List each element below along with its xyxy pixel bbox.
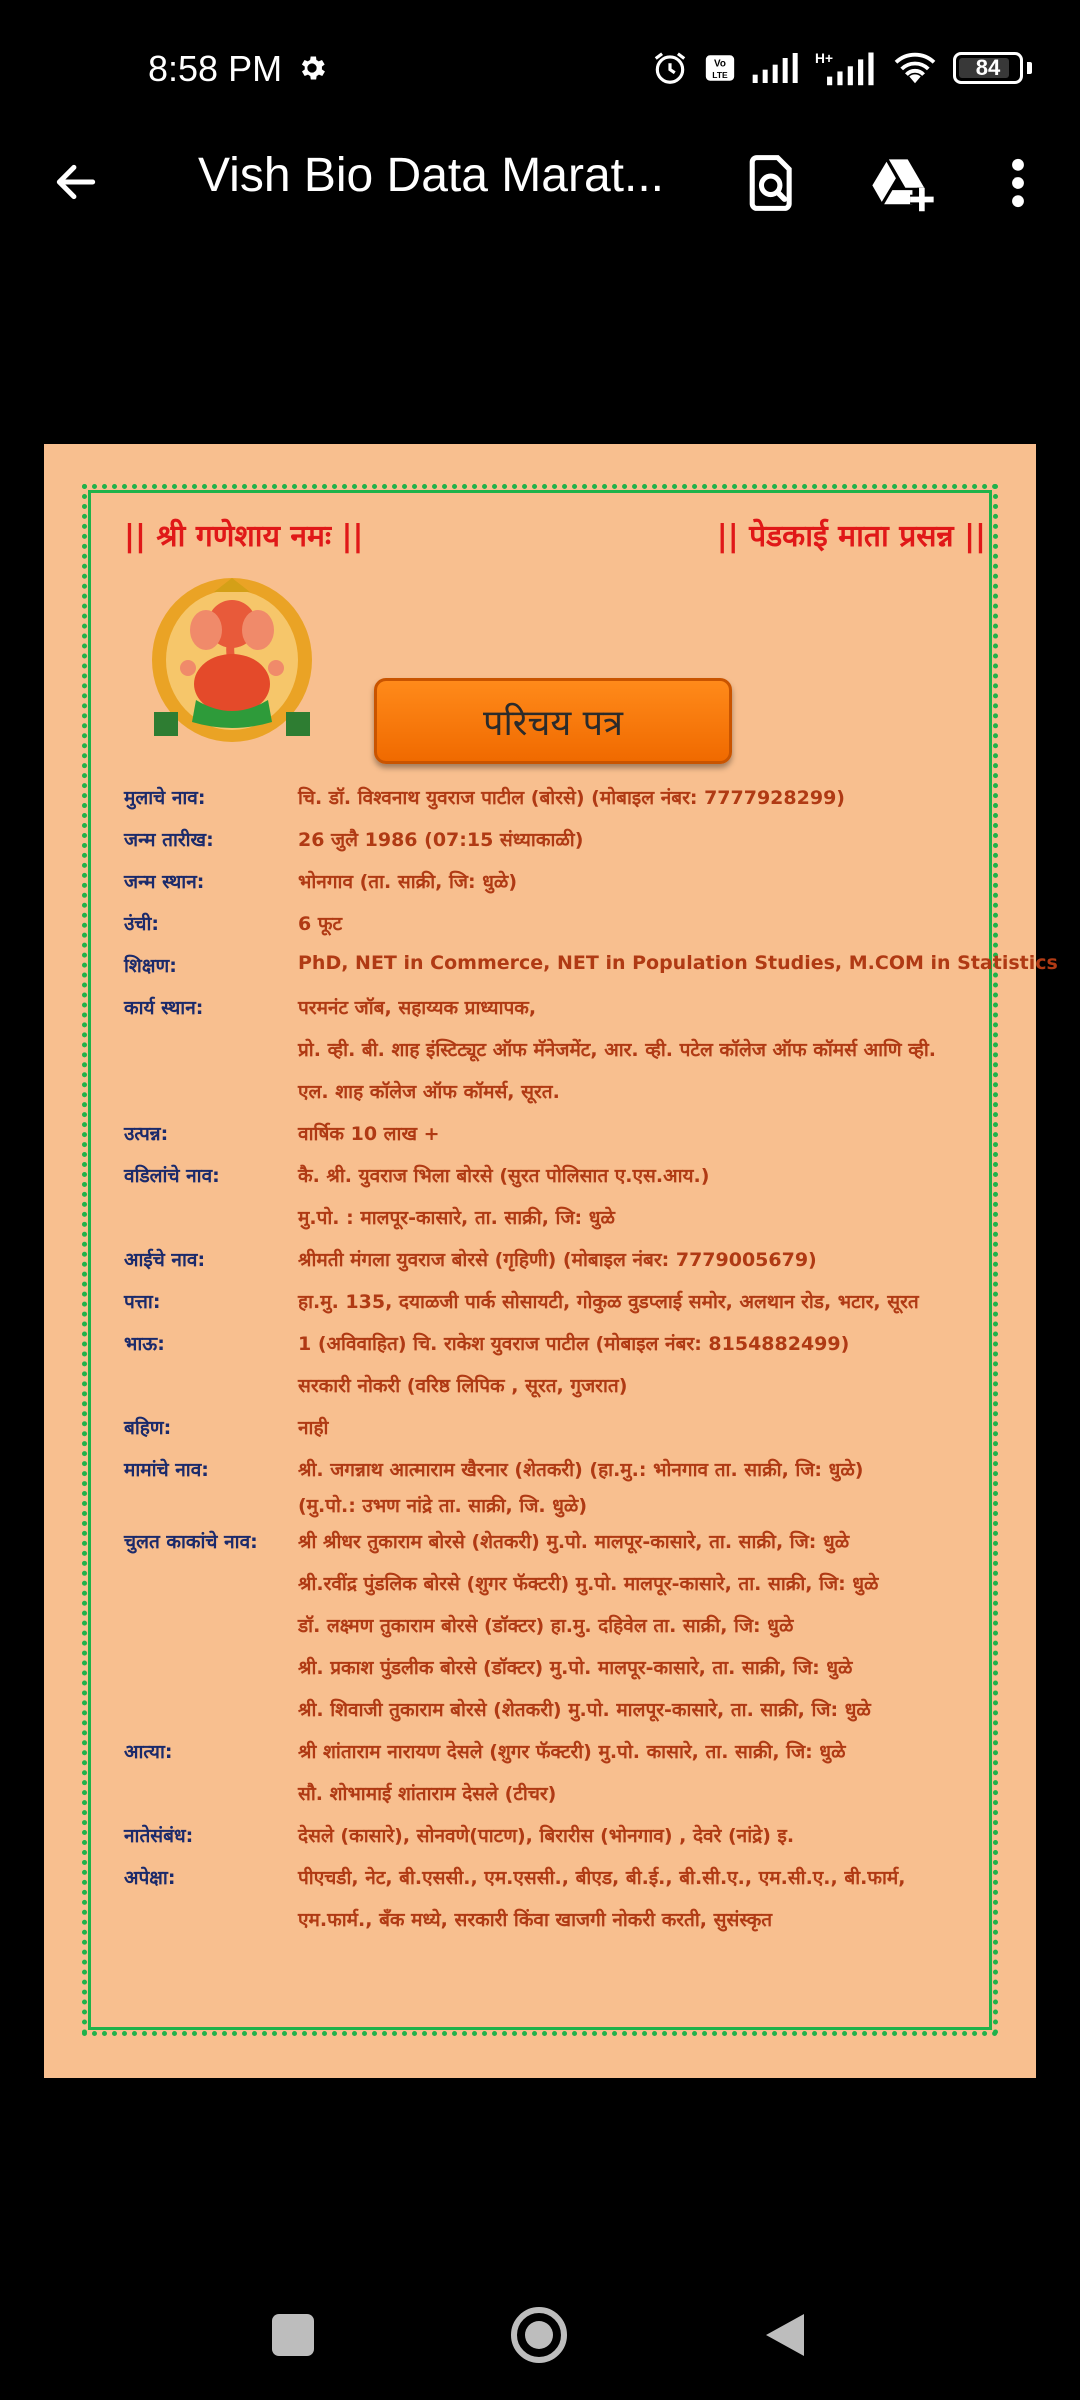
biodata-label: चुलत काकांचे नाव: <box>124 1531 258 1553</box>
biodata-value: देसले (कासारे), सोनवणे(पाटण), बिरारीस (भोनगाव) , देवरे (नांद्रे) इ. <box>298 1825 795 1847</box>
biodata-value: पीएचडी, नेट, बी.एससी., एम.एससी., बीएड, बी.ई., बी.सी.ए., एम.सी.ए., बी.फार्म, <box>298 1867 906 1889</box>
biodata-value: हा.मु. 135, दयाळजी पार्क सोसायटी, गोकुळ वुडप्लाई समोर, अलथान रोड, भटार, सूरत <box>298 1291 919 1313</box>
biodata-value: श्री. शिवाजी तुकाराम बोरसे (शेतकरी) मु.पो. मालपूर-कासारे, ता. साक्री, जि: धुळे <box>298 1699 871 1721</box>
signal-icon <box>751 51 801 85</box>
alarm-icon <box>651 49 689 87</box>
back-arrow-icon <box>51 157 101 207</box>
biodata-value: PhD, NET in Commerce, NET in Population Studies, M.COM in Statistics <box>298 952 1058 974</box>
biodata-value: श्रीमती मंगला युवराज बोरसे (गृहिणी) (मोबाइल नंबर: 7779005679) <box>298 1249 817 1271</box>
biodata-value: परमनंट जॉब, सहाय्यक प्राध्यापक, <box>298 997 537 1019</box>
back-nav-button[interactable] <box>762 2310 808 2360</box>
status-bar <box>0 0 1080 140</box>
more-vert-icon <box>1010 158 1026 208</box>
biodata-label: आत्या: <box>124 1741 173 1763</box>
battery-tip <box>1027 62 1032 74</box>
biodata-value: सौ. शोभामाई शांताराम देसले (टीचर) <box>298 1783 557 1805</box>
biodata-value: श्री श्रीधर तुकाराम बोरसे (शेतकरी) मु.पो. मालपूर-कासारे, ता. साक्री, जि: धुळे <box>298 1531 850 1553</box>
battery-icon <box>953 52 1023 84</box>
biodata-value: नाही <box>298 1417 329 1439</box>
biodata-value: श्री. प्रकाश पुंडलीक बोरसे (डॉक्टर) मु.पो. मालपूर-कासारे, ता. साक्री, जि: धुळे <box>298 1657 853 1679</box>
biodata-label: मामांचे नाव: <box>124 1459 209 1481</box>
svg-text:LTE: LTE <box>712 69 728 80</box>
home-button[interactable] <box>510 2306 568 2364</box>
biodata-value: 26 जुलै 1986 (07:15 संध्याकाळी) <box>298 829 584 851</box>
more-options-button[interactable] <box>990 150 1046 216</box>
biodata-label: मुलाचे नाव: <box>124 787 206 809</box>
volte-icon <box>703 51 737 85</box>
biodata-value: 1 (अविवाहित) चि. राकेश युवराज पाटील (मोबाइल नंबर: 8154882499) <box>298 1333 850 1355</box>
biodata-label: भाऊ: <box>124 1333 165 1355</box>
biodata-value: एम.फार्म., बँक मध्ये, सरकारी किंवा खाजगी नोकरी करती, सुसंस्कृत <box>298 1909 773 1931</box>
biodata-label: वडिलांचे नाव: <box>124 1165 220 1187</box>
biodata-value: एल. शाह कॉलेज ऑफ कॉमर्स, सूरत. <box>298 1081 560 1103</box>
biodata-label: पत्ता: <box>124 1291 161 1313</box>
biodata-label: जन्म तारीख: <box>124 829 214 851</box>
svg-text:H+: H+ <box>815 50 833 66</box>
biodata-label: शिक्षण: <box>124 955 177 977</box>
back-button[interactable] <box>44 150 108 214</box>
biodata-label: आईचे नाव: <box>124 1249 206 1271</box>
status-icons <box>651 48 1032 88</box>
biodata-label: उंची: <box>124 913 159 935</box>
biodata-value: सरकारी नोकरी (वरिष्ठ लिपिक , सूरत, गुजरात) <box>298 1375 628 1397</box>
biodata-value: प्रो. व्ही. बी. शाह इंस्टिट्यूट ऑफ मॅनेजमेंट, आर. व्ही. पटेल कॉलेज ऑफ कॉमर्स आणि व्ही. <box>298 1039 936 1061</box>
wifi-icon <box>891 49 939 87</box>
biodata-label: बहिण: <box>124 1417 172 1439</box>
biodata-value: चि. डॉ. विश्वनाथ युवराज पाटील (बोरसे) (मोबाइल नंबर: 7777928299) <box>298 787 845 809</box>
document-title: Vish Bio Data Marat... <box>198 149 664 202</box>
search-document-icon <box>745 153 801 213</box>
biodata-value: डॉ. लक्ष्मण तुकाराम बोरसे (डॉक्टर) हा.मु. दहिवेल ता. साक्री, जि: धुळे <box>298 1615 794 1637</box>
biodata-label: अपेक्षा: <box>124 1867 176 1889</box>
intro-title-button: परिचय पत्र <box>374 678 732 764</box>
biodata-value: (मु.पो.: उभण नांद्रे ता. साक्री, जि. धुळे) <box>298 1495 588 1517</box>
mantra-pedkai: || पेडकाई माता प्रसन्न || <box>716 519 986 554</box>
biodata-label: नातेसंबंध: <box>124 1825 194 1847</box>
biodata-value: श्री.रवींद्र पुंडलिक बोरसे (शुगर फॅक्टरी) मु.पो. मालपूर-कासारे, ता. साक्री, जि: धुळे <box>298 1573 879 1595</box>
biodata-value: 6 फूट <box>298 913 343 935</box>
mantra-ganesh: || श्री गणेशाय नमः || <box>124 519 364 554</box>
battery-level: 84 <box>975 55 1001 80</box>
svg-text:Vo: Vo <box>714 58 726 70</box>
biodata-value: वार्षिक 10 लाख + <box>298 1123 440 1145</box>
biodata-value: श्री. जगन्नाथ आत्माराम खैरनार (शेतकरी) (हा.मु.: भोनगाव ता. साक्री, जि: धुळे) <box>298 1459 864 1481</box>
biodata-label: उत्पन्न: <box>124 1123 169 1145</box>
biodata-value: भोनगाव (ता. साक्री, जि: धुळे) <box>298 871 518 893</box>
search-document-button[interactable] <box>740 150 806 216</box>
add-to-drive-button[interactable] <box>866 146 940 220</box>
status-time: 8:58 PM <box>148 48 283 89</box>
ganesha-image <box>144 572 320 744</box>
biodata-value: कै. श्री. युवराज भिला बोरसे (सुरत पोलिसात ए.एस.आय.) <box>298 1165 710 1187</box>
signal-hplus-icon <box>815 49 877 87</box>
recents-button[interactable] <box>272 2314 314 2356</box>
biodata-value: मु.पो. : मालपूर-कासारे, ता. साक्री, जि: धुळे <box>298 1207 615 1229</box>
gear-icon <box>296 52 328 84</box>
biodata-label: जन्म स्थान: <box>124 871 205 893</box>
document-page[interactable] <box>44 444 1058 2078</box>
drive-add-icon <box>870 153 936 213</box>
biodata-value: श्री शांताराम नारायण देसले (शुगर फॅक्टरी) मु.पो. कासारे, ता. साक्री, जि: धुळे <box>298 1741 846 1763</box>
biodata-label: कार्य स्थान: <box>124 997 204 1019</box>
